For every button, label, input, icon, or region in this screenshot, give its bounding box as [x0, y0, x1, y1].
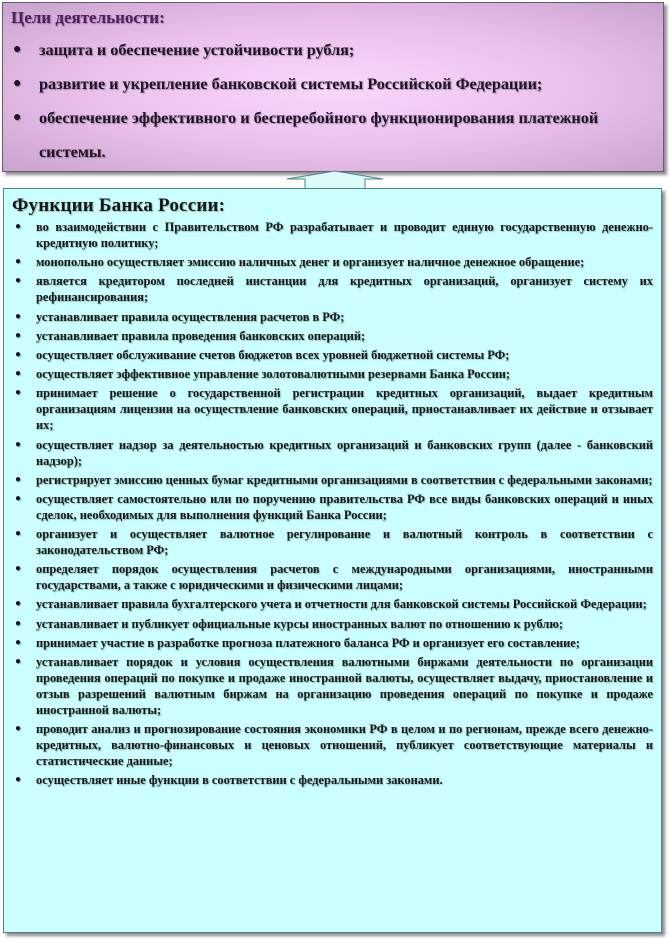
- function-text: осуществляет самостоятельно или по поручению правительства РФ все виды банковских операций и иных сделок, необходимых для выполнения функций Банка России;: [36, 491, 653, 522]
- function-item: [12, 328, 653, 344]
- function-text: является кредитором последней инстанции для кредитных организаций, организует систему их рефинансирования;: [36, 274, 653, 305]
- goal-text: развитие и укрепление банковской системы Российской Федерации;: [39, 75, 543, 93]
- bullet-icon: ●: [15, 617, 22, 629]
- goals-list: [11, 33, 655, 169]
- function-item: [12, 472, 653, 488]
- function-item: [12, 561, 653, 593]
- functions-title: Функции Банка России:: [12, 195, 226, 216]
- function-item: [12, 366, 653, 382]
- bullet-icon: ●: [15, 310, 22, 322]
- function-text: организует и осуществляет валютное регулирование и валютный контроль в соответствии с законодательством РФ;: [36, 527, 653, 558]
- functions-list: [12, 219, 653, 788]
- goal-text: обеспечение эффективного и бесперебойного функционирования платежной системы.: [39, 109, 599, 161]
- function-text: устанавливает и публикует официальные курсы иностранных валют по отношению к рублю;: [36, 616, 563, 631]
- function-item: [12, 635, 653, 651]
- function-text: определяет порядок осуществления расчетов с международными организациями, иностранными государствами, а также с юридическими и физическими лицами;: [36, 562, 653, 593]
- function-text: осуществляет обслуживание счетов бюджетов всех уровней бюджетной системы РФ;: [36, 347, 510, 362]
- function-item: [12, 616, 653, 632]
- bullet-icon: ●: [15, 329, 22, 341]
- bullet-icon: ●: [15, 275, 22, 287]
- bullet-icon: ●: [15, 563, 22, 575]
- bullet-icon: ●: [13, 42, 22, 57]
- bullet-icon: ●: [15, 528, 22, 540]
- function-item: [12, 219, 653, 251]
- function-text: монопольно осуществляет эмиссию наличных денег и организует наличное денежное обращение;: [36, 255, 585, 270]
- function-text: принимает участие в разработке прогноза платежного баланса РФ и организует его составление;: [36, 635, 580, 650]
- bullet-icon: ●: [15, 348, 22, 360]
- function-item: [12, 437, 653, 469]
- goals-box: [2, 2, 664, 172]
- function-text: осуществляет эффективное управление золотовалютными резервами Банка России;: [36, 367, 510, 382]
- bullet-icon: ●: [15, 368, 22, 380]
- function-text: осуществляет иные функции в соответствии с федеральными законами.: [36, 773, 443, 788]
- function-item: [12, 385, 653, 433]
- function-text: устанавливает правила осуществления расчетов в РФ;: [36, 309, 345, 324]
- goal-item: [11, 33, 655, 67]
- bullet-icon: ●: [15, 256, 22, 268]
- function-text: проводит анализ и прогнозирование состояния экономики РФ в целом и по регионам, прежде всего денежно-кредитных, валютно-финансовых и ценовых отношений, публикует соответствующие материалы и статистические данные;: [36, 722, 653, 769]
- bullet-icon: ●: [13, 76, 22, 91]
- bullet-icon: ●: [15, 636, 22, 648]
- bullet-icon: ●: [15, 656, 22, 667]
- function-item: [12, 772, 653, 788]
- function-text: принимает решение о государственной регистрации кредитных организаций, выдает кредитным организациям лицензии на осуществление банковских операций, приостанавливает их действие и отзывает их;: [36, 386, 653, 433]
- function-text: осуществляет надзор за деятельностью кредитных организаций и банковских групп (далее - банковский надзор);: [36, 437, 653, 468]
- function-item: [12, 491, 653, 523]
- bullet-icon: ●: [15, 598, 22, 610]
- function-text: регистрирует эмиссию ценных бумаг кредитными организациями в соответствии с федеральными законами;: [36, 472, 653, 487]
- function-item: [12, 254, 653, 270]
- goals-title: Цели деятельности:: [11, 8, 165, 27]
- goal-item: [11, 67, 655, 101]
- bullet-icon: ●: [15, 438, 22, 450]
- bullet-icon: ●: [15, 387, 22, 399]
- bullet-icon: ●: [15, 492, 22, 504]
- bullet-icon: ●: [15, 473, 22, 485]
- bullet-icon: ●: [13, 110, 22, 125]
- bullet-icon: ●: [15, 221, 22, 232]
- functions-box: [3, 188, 662, 933]
- function-item: [12, 526, 653, 558]
- function-text: устанавливает правила бухгалтерского учета и отчетности для банковской системы Российской Федерации;: [36, 597, 647, 612]
- function-text: во взаимодействии с Правительством РФ разрабатывает и проводит единую государственную денежно-кредитную политику;: [36, 220, 653, 250]
- bullet-icon: ●: [15, 723, 22, 735]
- goal-text: защита и обеспечение устойчивости рубля;: [39, 41, 355, 59]
- function-item: [12, 596, 653, 612]
- function-item: [12, 309, 653, 325]
- goal-item: [11, 101, 655, 169]
- function-text: устанавливает порядок и условия осуществления валютными биржами деятельности по организации проведения операций по покупке и продаже иностранной валюты, осуществляет выдачу, приостановление и отзыв разрешений валютным биржам на организацию проведения операций по покупке и продаже иностранной валюты;: [36, 655, 653, 717]
- function-item: [12, 721, 653, 769]
- connector-arrow: [283, 170, 387, 190]
- function-item: [12, 654, 653, 718]
- function-item: [12, 347, 653, 363]
- function-item: [12, 273, 653, 305]
- bullet-icon: ●: [15, 774, 22, 786]
- function-text: устанавливает правила проведения банковских операций;: [36, 328, 366, 343]
